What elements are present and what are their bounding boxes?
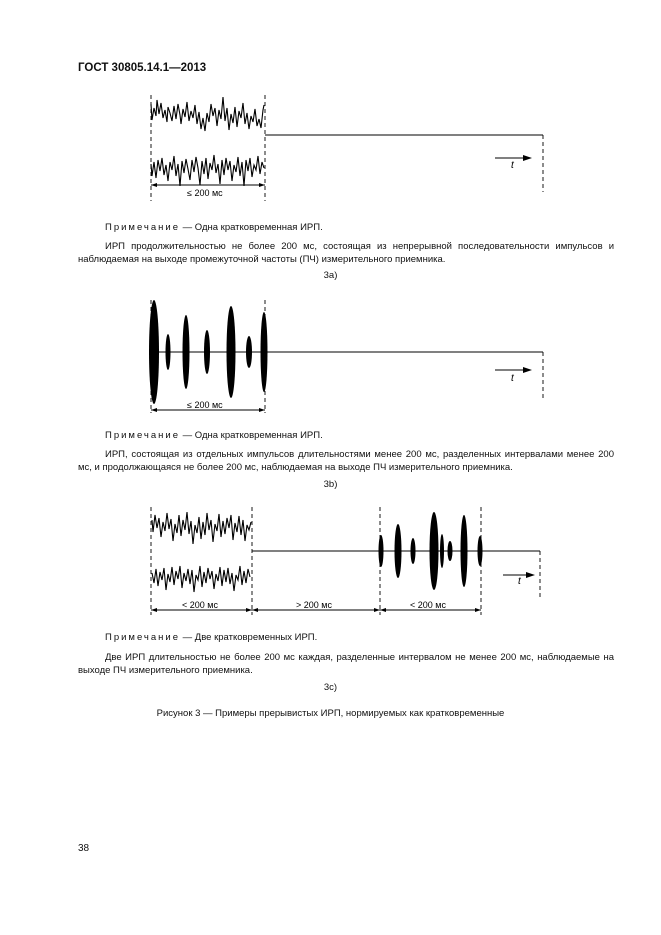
noise-trace-upper bbox=[151, 97, 264, 131]
sublabel-3c: 3с) bbox=[323, 682, 338, 693]
duration-label: ≤ 200 мс bbox=[187, 188, 223, 198]
time-axis-label: t bbox=[511, 160, 514, 171]
pulse bbox=[461, 515, 468, 587]
note-3a: Примечание — Одна кратковременная ИРП. bbox=[105, 222, 323, 233]
duration-label-3: < 200 мс bbox=[410, 600, 446, 610]
noise-trace-lower bbox=[151, 155, 264, 186]
sublabel-3b: 3b) bbox=[323, 479, 338, 490]
paragraph-3b: ИРП, состоящая из отдельных импульсов длительностями менее 200 мс, разделенных интервалами менее 200 мс, и продолжающаяся не более 200 мс, наблюдаемая на выходе ПЧ измерительного приемника. bbox=[78, 449, 614, 473]
pulse bbox=[430, 512, 439, 590]
pulse bbox=[448, 541, 453, 561]
note-3b: Примечание — Одна кратковременная ИРП. bbox=[105, 430, 323, 441]
noise-trace-lower bbox=[152, 566, 250, 592]
pulse bbox=[379, 535, 384, 567]
pulse bbox=[440, 534, 444, 568]
page-number: 38 bbox=[78, 843, 90, 854]
noise-trace-upper bbox=[152, 512, 251, 544]
pulse bbox=[411, 538, 416, 564]
pulse bbox=[478, 536, 483, 566]
time-axis-label: t bbox=[518, 576, 521, 587]
page-header: ГОСТ 30805.14.1—2013 bbox=[78, 62, 207, 74]
figure-3a bbox=[0, 90, 661, 220]
sublabel-3a: 3а) bbox=[323, 270, 338, 281]
duration-label: ≤ 200 мс bbox=[187, 400, 223, 410]
figure-caption: Рисунок 3 — Примеры прерывистых ИРП, нормируемых как кратковременные bbox=[156, 708, 505, 719]
paragraph-3c: Две ИРП длительностью не более 200 мс каждая, разделенные интервалом не менее 200 мс, наблюдаемые на выходе ПЧ измерительного приемника. bbox=[78, 652, 614, 676]
duration-label-1: < 200 мс bbox=[182, 600, 218, 610]
figure-3c bbox=[0, 503, 661, 623]
note-3c: Примечание — Две кратковременных ИРП. bbox=[105, 632, 318, 643]
paragraph-3a: ИРП продолжительностью не более 200 мс, состоящая из непрерывной последовательности импульсов и наблюдаемая на выходе промежуточной частоты (ПЧ) измерительного приемника. bbox=[78, 241, 614, 265]
duration-label-2: > 200 мс bbox=[296, 600, 332, 610]
time-axis-label: t bbox=[511, 373, 514, 384]
figure-3b bbox=[0, 293, 661, 418]
pulse bbox=[395, 524, 402, 578]
